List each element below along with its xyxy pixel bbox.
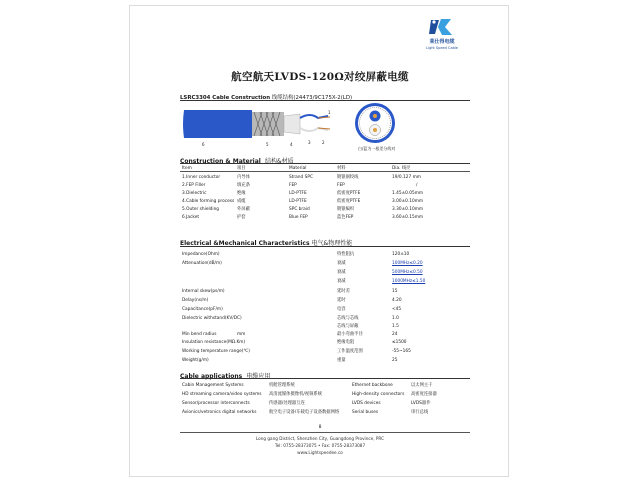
table-row: Capacitance(pF/m) [182, 307, 223, 312]
list-item: 机舱管理系统 [269, 383, 295, 388]
list-item: LVDS devices [352, 401, 381, 406]
table-cell: 低密度PTFE [337, 191, 361, 196]
table-row: Working temperature range(℃) [182, 349, 250, 354]
table-cell: 3.60±0.15mm [392, 215, 424, 220]
divider [180, 432, 470, 433]
attenuation-link[interactable]: 100MHz≤0.20 [392, 261, 423, 266]
divider [180, 100, 470, 101]
list-item: Avionics/vetronics digital networks [182, 410, 257, 415]
table-cell: 最小弯曲半径 [337, 332, 363, 337]
list-item: 高清流媒体摄像机/视频系统 [269, 392, 323, 397]
table-cell: 护套 [237, 215, 246, 220]
footer-phone: Tel: 0755-28373075 • Fax: 0755-28373087 [274, 443, 366, 448]
list-item: 传感器/处理器互连 [269, 401, 305, 406]
table-cell: <45 [392, 307, 402, 312]
applications-heading-en: Cable applications [180, 373, 243, 380]
electrical-heading-en: Electrical &Mechanical Characteristics [180, 240, 310, 247]
header-dia-cn: 线径 [401, 166, 411, 171]
list-item: LVDS器件 [411, 401, 431, 406]
list-item: 高密度连接器 [411, 392, 437, 397]
svg-text:2: 2 [322, 140, 325, 145]
cross-section-icon [354, 102, 396, 144]
divider [180, 246, 470, 247]
table-cell: 工作温度范围 [337, 349, 363, 354]
table-cell: 衰减 [337, 270, 346, 275]
table-cell: 衰减 [337, 279, 346, 284]
table-cell: 3.30±0.10mm [392, 207, 424, 212]
table-cell: 3.00±0.10mm [392, 199, 424, 204]
table-row: 4.Cable forming process [182, 199, 235, 204]
table-cell: 特性阻抗 [337, 252, 355, 257]
table-cell: 4.20 [392, 298, 402, 303]
svg-text:1: 1 [328, 110, 331, 115]
construction-line-cn: 线缆结构(24473/9C175X-2(LD) [271, 95, 353, 101]
table-cell: Strand SPC [289, 175, 313, 180]
table-row: Weight(g/m) [182, 358, 209, 363]
table-row: Insulation resistance(MΩ.Km) [182, 340, 246, 345]
company-logo-icon [425, 16, 457, 38]
table-row: Internal skew(ps/m) [182, 289, 225, 294]
logo-caption [416, 39, 468, 51]
table-cell: 填充条 [237, 183, 250, 188]
table-cell: 延时 [337, 298, 346, 303]
table-row: 6.Jacket [182, 215, 200, 220]
page-title: 航空航天LVDS-120Ω对绞屏蔽电缆 [231, 71, 409, 83]
construction-heading-en: Construction & Material [180, 158, 261, 165]
table-cell: 15 [392, 289, 398, 294]
table-cell: -55~165 [392, 349, 411, 354]
divider [180, 378, 470, 379]
svg-text:3: 3 [308, 140, 311, 145]
table-cell: FEP [337, 183, 345, 188]
table-cell: 电容 [337, 307, 346, 312]
table-row: Dielectric withstand(KV/DC) [182, 316, 242, 321]
logo-en: Light Speed Cable [426, 46, 458, 50]
footer-website[interactable]: www.Lightspeedee.co [297, 450, 343, 455]
table-cell: 镀银编织 [337, 207, 355, 212]
table-cell: 延时差 [337, 289, 350, 294]
table-cell: 镀银铜绞线 [337, 175, 359, 180]
list-item: Cabin Management Systems [182, 383, 244, 388]
divider [180, 171, 470, 172]
table-cell: mm [237, 332, 246, 337]
header-item-cn: 项目 [237, 166, 246, 171]
list-item: Serial buses [352, 410, 379, 415]
svg-text:6: 6 [202, 142, 205, 147]
table-cell: 120±10 [392, 252, 410, 257]
table-cell: LD-PTFE [289, 199, 307, 204]
table-cell: FEP [289, 183, 297, 188]
table-cell: LD-PTFE [289, 191, 307, 196]
cable-illustration [182, 104, 332, 150]
table-row: Attenuation(dB/m) [182, 261, 222, 266]
list-item: 串行总线 [411, 410, 429, 415]
list-item: Sensor/processor interconnects [182, 401, 250, 406]
list-item: 以太网主干 [411, 383, 433, 388]
table-cell: 25 [392, 358, 398, 363]
table-cell: ≤1500 [392, 340, 407, 345]
table-row: Min bend radius [182, 332, 217, 337]
table-cell: 内导体 [237, 175, 250, 180]
list-item: Ethernet backbone [352, 383, 393, 388]
datasheet-page [129, 5, 509, 477]
table-cell: Blue FEP [289, 215, 308, 220]
list-item: High-density connectors [352, 392, 405, 397]
applications-heading-cn: 电缆应用 [246, 373, 271, 380]
table-row: 1.Inner conductor [182, 175, 221, 180]
attenuation-link[interactable]: 1000MHz≤1.50 [392, 279, 426, 284]
header-material-cn: 材料 [337, 166, 346, 171]
table-cell: 19/0.127 mm [392, 175, 421, 180]
header-material: Material [289, 166, 307, 171]
cross-section-caption: 白/蓝为一根差分线对 [358, 146, 396, 151]
table-cell: 成缆 [237, 199, 246, 204]
table-cell: 芯线与芯线 [337, 316, 359, 321]
table-row: 5.Outer shielding [182, 207, 220, 212]
table-cell: 芯线与屏蔽 [337, 324, 359, 329]
electrical-heading-cn: 电气&物理性能 [311, 240, 353, 247]
table-cell: 低密度PTFE [337, 199, 361, 204]
table-cell: 外屏蔽 [237, 207, 250, 212]
table-cell: 24 [392, 332, 398, 337]
table-row: 2.FEP Filler [182, 183, 206, 188]
table-cell: 1.0 [392, 316, 399, 321]
divider [180, 163, 470, 164]
attenuation-link[interactable]: 500MHz≤0.50 [392, 270, 423, 275]
table-cell: 蓝色FEP [337, 215, 354, 220]
svg-text:5: 5 [266, 142, 269, 147]
table-row: 3.Dielectric [182, 191, 207, 196]
table-cell: SPC braid [289, 207, 310, 212]
construction-line-en: LSRC3304 Cable Construction [180, 95, 271, 101]
list-item: HD streaming camera/video systems [182, 392, 262, 397]
table-cell: 重量 [337, 358, 346, 363]
table-cell: 衰减 [337, 261, 346, 266]
svg-text:4: 4 [290, 142, 293, 147]
construction-heading-cn: 结构&材质 [264, 158, 294, 165]
list-item: 航空电子设备/车载电子设备数据网络 [269, 410, 340, 415]
logo-cn: 莱仕得电缆 [429, 39, 455, 45]
header-item: Item [182, 166, 192, 171]
table-cell: 绝缘电阻 [337, 340, 355, 345]
table-cell: 1.45±0.05mm [392, 191, 424, 196]
table-row: Impedance(Ohm) [182, 252, 220, 257]
footer-address: Long gang District, Shenzhen City, Guangdong Province, PRC [255, 436, 385, 441]
table-row: Delay(ns/m) [182, 298, 209, 303]
header-dia-en: Dia. [392, 166, 401, 171]
table-cell: 绝缘 [237, 191, 246, 196]
table-cell: 1.5 [392, 324, 399, 329]
page-number: 8 [318, 425, 322, 430]
table-cell: / [416, 183, 418, 188]
